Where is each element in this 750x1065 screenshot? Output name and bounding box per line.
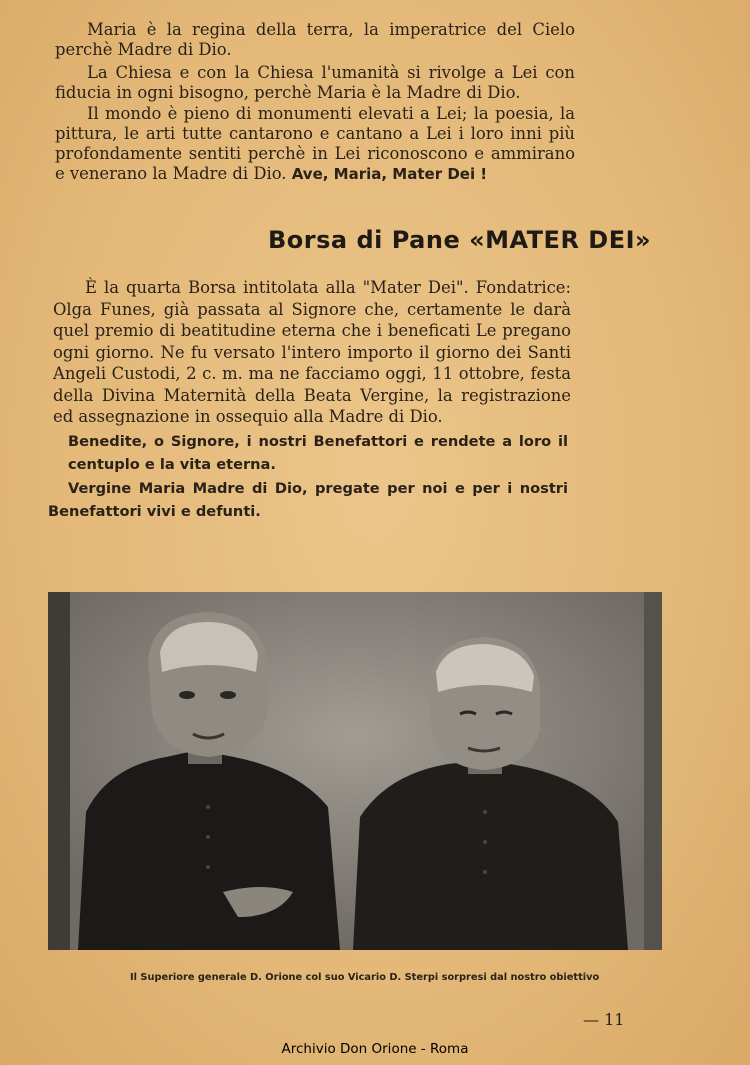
intro-paragraph-3: Il mondo è pieno di monumenti elevati a Lei; la poesia, la pittura, le arti tutte cantarono e cantano a Lei i loro inni più profondamente sentiti perchè in Lei riconoscono e ammirano e venerano la Madre di Dio. Ave, Maria, Mater Dei !: [55, 104, 575, 183]
ave-maria-exclamation: Ave, Maria, Mater Dei !: [291, 165, 488, 183]
page-number: — 11: [583, 1010, 625, 1029]
section-title: Borsa di Pane «MATER DEI»: [268, 226, 652, 254]
archive-watermark-label: Archivio Don Orione - Roma: [281, 1041, 469, 1057]
photograph-two-priests: [48, 592, 662, 950]
intro-paragraph-2: La Chiesa e con la Chiesa l'umanità si rivolge a Lei con fiducia in ogni bisogno, perchè Maria è la Madre di Dio.: [55, 63, 575, 102]
priests-photo-illustration: [48, 592, 662, 950]
prayer-virgin-mary: Vergine Maria Madre di Dio, pregate per noi e per i nostri Benefattori vivi e defunti.: [48, 480, 568, 520]
section-body: È la quarta Borsa intitolata alla "Mater Dei". Fondatrice: Olga Funes, già passata al Signore che, certamente le darà quel premio di beatitudine eterna che i beneficati Le pregano ogni giorno. Ne fu versato l'intero importo il giorno dei Santi Angeli Custodi, 2 c. m. ma ne facciamo oggi, 11 ottobre, festa della Divina Maternità della Beata Vergine, la registrazione ed assegnazione in ossequio alla Madre di Dio.: [53, 278, 571, 426]
intro-paragraph-1: Maria è la regina della terra, la imperatrice del Cielo perchè Madre di Dio.: [55, 20, 575, 59]
prayer-benefactors: Benedite, o Signore, i nostri Benefattori e rendete a loro il centuplo e la vita eterna.: [68, 433, 568, 473]
photo-caption: Il Superiore generale D. Orione col suo Vicario D. Sterpi sorpresi dal nostro obiettivo: [130, 972, 600, 983]
